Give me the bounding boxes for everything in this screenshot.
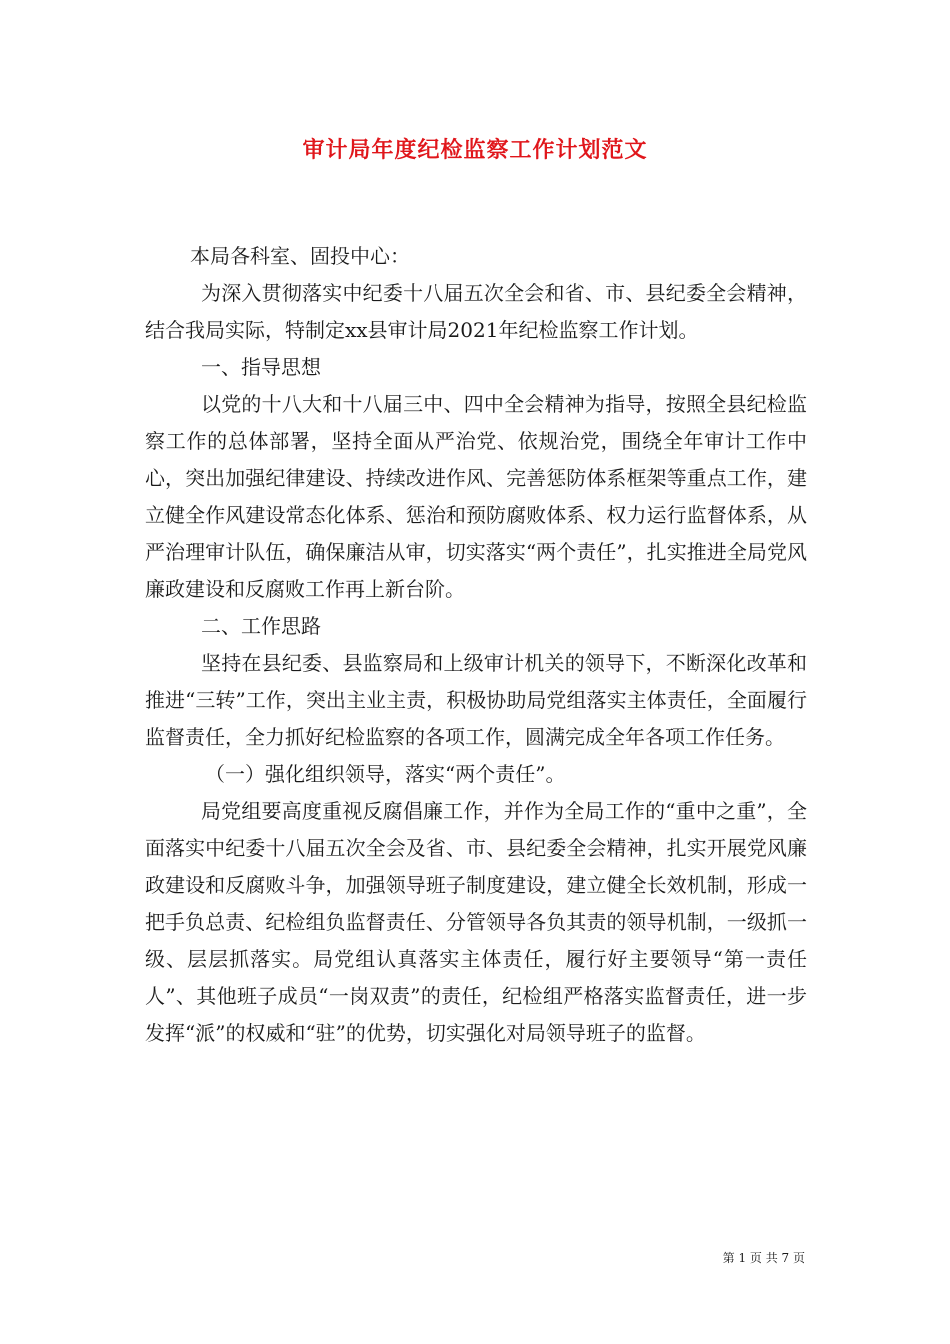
document-body: [145, 238, 807, 1052]
document-title: 审计局年度纪检监察工作计划范文: [302, 137, 648, 163]
section-2-heading: 二、工作思路: [201, 614, 321, 638]
page-number: 第 1 页 共 7 页: [722, 1251, 805, 1265]
subsection-1-paragraph: 局党组要高度重视反腐倡廉工作，并作为全局工作的“重中之重”，全面落实中纪委十八届五次全会及省、市、县纪委全会精神，扎实开展党风廉政建设和反腐败斗争，加强领导班子制度建设，建立健全长效机制，形成一把手负总责、纪检组负监督责任、分管领导各负其责的领导机制，一级抓一级、层层抓落实。局党组认真落实主体责任，履行好主要领导“第一责任人”、其他班子成员“一岗双责”的责任，纪检组严格落实监督责任，进一步发挥“派”的权威和“驻”的优势，切实强化对局领导班子的监督。: [145, 799, 807, 1045]
section-2-paragraph: 坚持在县纪委、县监察局和上级审计机关的领导下，不断深化改革和推进“三转”工作，突出主业主责，积极协助局党组落实主体责任，全面履行监督责任，全力抓好纪检监察的各项工作，圆满完成全年各项工作任务。: [145, 651, 807, 749]
salutation: 本局各科室、固投中心：: [190, 244, 410, 268]
section-1-paragraph: 以党的十八大和十八届三中、四中全会精神为指导，按照全县纪检监察工作的总体部署，坚持全面从严治党、依规治党，围绕全年审计工作中心，突出加强纪律建设、持续改进作风、完善惩防体系框架等重点工作，建立健全作风建设常态化体系、惩治和预防腐败体系、权力运行监督体系，从严治理审计队伍，确保廉洁从审，切实落实“两个责任”，扎实推进全局党风廉政建设和反腐败工作再上新台阶。: [145, 392, 807, 601]
intro-paragraph: 为深入贯彻落实中纪委十八届五次全会和省、市、县纪委全会精神，结合我局实际，特制定xx县审计局2021年纪检监察工作计划。: [145, 281, 807, 342]
subsection-1-heading: （一）强化组织领导，落实“两个责任”。: [205, 762, 566, 786]
section-1-heading: 一、指导思想: [201, 355, 321, 379]
